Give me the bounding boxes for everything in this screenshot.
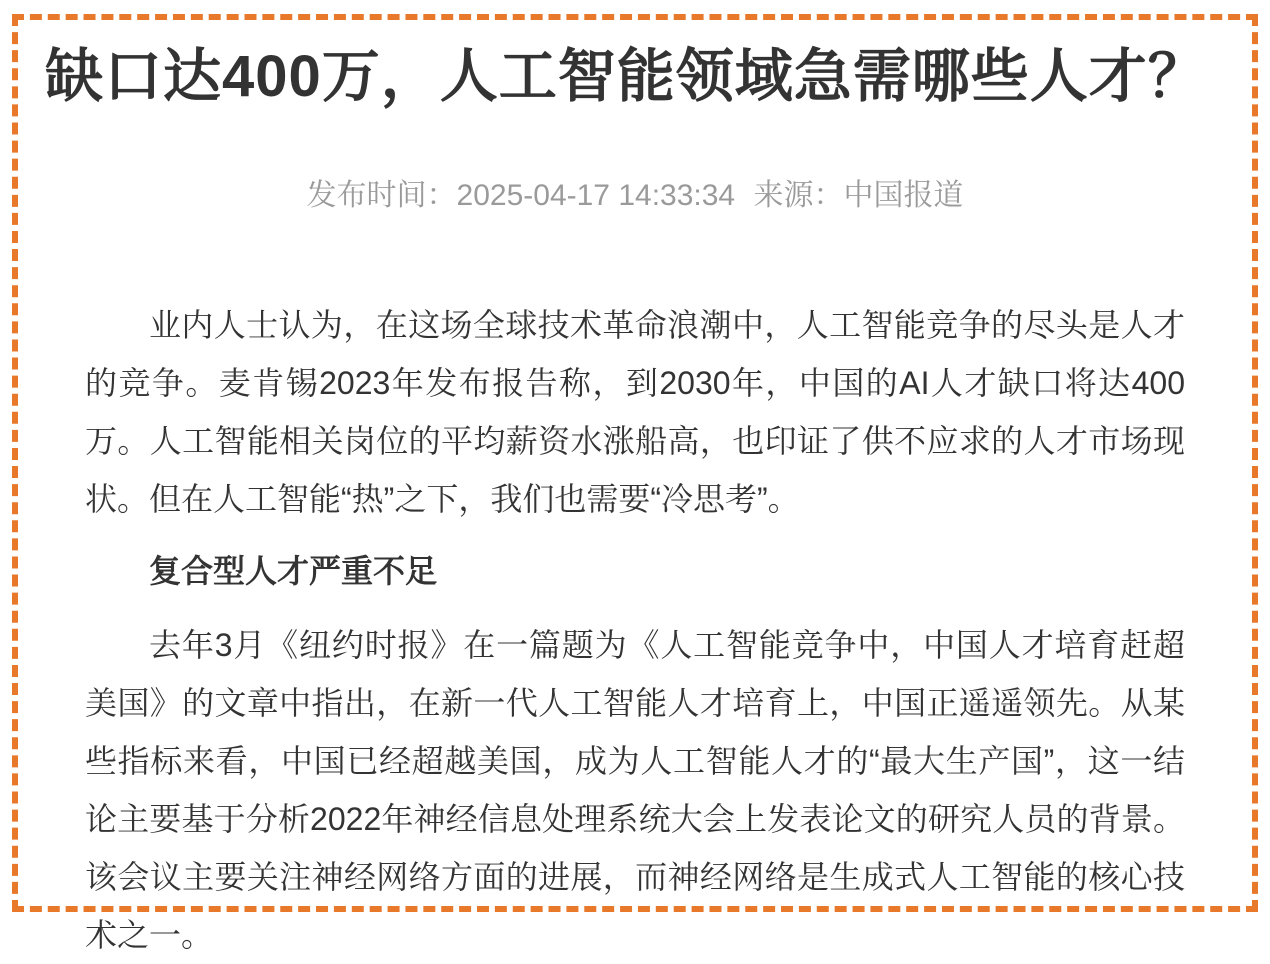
- section-subheading: 复合型人才严重不足: [149, 552, 438, 589]
- article-body: [85, 296, 1185, 964]
- article-frame: [12, 14, 1258, 953]
- page-title: 缺口达400万，人工智能领域急需哪些人才？: [45, 44, 1207, 109]
- body-paragraph-1: 业内人士认为，在这场全球技术革命浪潮中，人工智能竞争的尽头是人才的竞争。麦肯锡2023年发布报告称，到2030年，中国的AI人才缺口将达400万。人工智能相关岗位的平均薪资水涨船高，也印证了供不应求的人才市场现状。但在人工智能“热”之下，我们也需要“冷思考”。: [85, 306, 1185, 517]
- publish-time-label: 发布时间：: [306, 178, 457, 212]
- source-label: 来源：: [753, 178, 844, 212]
- publish-time-value: 2025-04-17 14:33:34: [456, 178, 736, 212]
- article-meta: [18, 170, 1252, 214]
- body-paragraph-2: 去年3月《纽约时报》在一篇题为《人工智能竞争中，中国人才培育赶超美国》的文章中指出，在新一代人工智能人才培育上，中国正遥遥领先。从某些指标来看，中国已经超越美国，成为人工智能人才的“最大生产国”，这一结论主要基于分析2022年神经信息处理系统大会上发表论文的研究人员的背景。该会议主要关注神经网络方面的进展，而神经网络是生成式人工智能的核心技术之一。: [85, 626, 1185, 953]
- source-value: 中国报道: [843, 178, 964, 212]
